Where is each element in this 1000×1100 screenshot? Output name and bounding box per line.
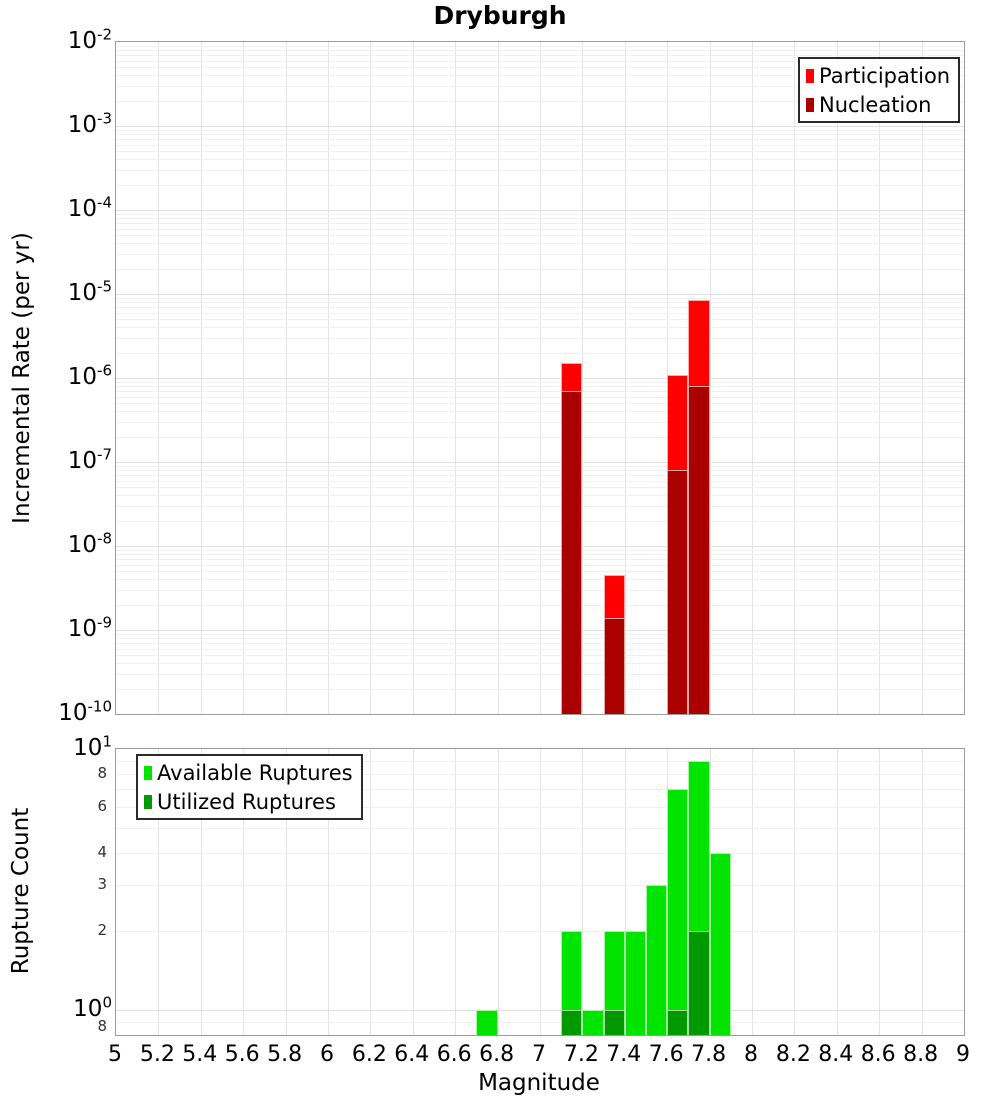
gridline-vertical [540,749,541,1035]
magnitude-tick-label: 8 [744,1042,758,1067]
tick-exponent: 0 [102,993,112,1012]
rate-legend [798,57,960,123]
gridline-minor [116,46,964,47]
gridline-minor [116,170,964,171]
available-ruptures-bar [667,789,688,1035]
rate-tick-label: $10^{-3}$ [67,109,112,138]
gridline-minor [116,185,964,186]
magnitude-tick-label: 8.8 [903,1042,939,1067]
gridline-vertical [752,749,753,1035]
nucleation-bar [667,470,688,714]
tick-exponent: -9 [97,613,112,632]
available-ruptures-swatch-icon [144,766,152,780]
legend-item-utilized-ruptures [144,787,353,816]
magnitude-tick-label: 5.8 [267,1042,303,1067]
legend-item-participation [806,61,950,90]
gridline-decade [116,1010,964,1011]
gridline-minor [116,521,964,522]
gridline-minor [116,689,964,690]
gridline-minor [116,411,964,412]
count-legend [136,754,363,820]
gridline-decade [116,294,964,295]
gridline-minor [116,159,964,160]
gridline-minor [116,298,964,299]
gridline-minor [116,590,964,591]
legend-label-available-ruptures: Available Ruptures [157,760,353,785]
gridline-minor [116,134,964,135]
nucleation-bar [604,618,625,714]
gridline-minor [116,885,964,886]
tick-exponent: -10 [87,697,112,716]
gridline-decade [116,210,964,211]
participation-swatch-icon [806,69,814,83]
magnitude-tick-label: 5 [108,1042,122,1067]
gridline-minor [116,931,964,932]
gridline-minor [116,403,964,404]
available-ruptures-bar [710,853,731,1035]
gridline-minor [116,649,964,650]
gridline-minor [116,487,964,488]
magnitude-axis-title: Magnitude [478,1070,600,1096]
nucleation-swatch-icon [806,98,814,112]
count-minor-tick-label: 8 [97,764,107,783]
gridline-decade [116,546,964,547]
legend-label-participation: Participation [819,63,951,88]
gridline-minor [116,470,964,471]
gridline-vertical [582,749,583,1035]
gridline-minor [116,243,964,244]
utilized-ruptures-bar [688,931,709,1035]
count-minor-tick-label: 3 [97,875,107,894]
gridline-minor [116,554,964,555]
gridline-minor [116,214,964,215]
legend-label-nucleation: Nucleation [819,92,932,117]
magnitude-tick-label: 6.6 [436,1042,472,1067]
gridline-minor [116,397,964,398]
gridline-minor [116,565,964,566]
magnitude-tick-label: 6 [320,1042,334,1067]
rate-tick-label: $10^{-6}$ [67,361,112,390]
magnitude-tick-label: 7.6 [648,1042,684,1067]
tick-exponent: -6 [97,361,112,380]
utilized-ruptures-bar [667,1010,688,1035]
count-axis-title: Rupture Count [8,807,34,975]
gridline-minor [116,229,964,230]
gridline-minor [116,327,964,328]
rate-tick-label: $10^0$ [73,993,112,1022]
magnitude-tick-label: 7 [532,1042,546,1067]
gridline-minor [116,663,964,664]
gridline-minor [116,50,964,51]
gridline-minor [116,579,964,580]
tick-exponent: 1 [102,732,112,751]
gridline-decade [116,630,964,631]
gridline-decade [116,126,964,127]
rate-tick-label: $10^{-5}$ [67,277,112,306]
rate-tick-label: $10^{-9}$ [67,613,112,642]
utilized-ruptures-bar [561,1010,582,1035]
gridline-minor [116,643,964,644]
count-minor-tick-label: 4 [97,842,107,861]
gridline-minor [116,466,964,467]
magnitude-tick-label: 7.8 [691,1042,727,1067]
legend-item-available-ruptures [144,758,353,787]
utilized-ruptures-swatch-icon [144,795,152,809]
gridline-minor [116,638,964,639]
magnitude-tick-label: 6.8 [479,1042,515,1067]
tick-exponent: -7 [97,445,112,464]
count-minor-tick-label: 8 [97,1017,107,1035]
gridline-minor [116,139,964,140]
rate-chart-plot-area [115,41,965,715]
gridline-minor [116,382,964,383]
count-minor-tick-label: 2 [97,921,107,940]
gridline-vertical [837,749,838,1035]
gridline-minor [116,655,964,656]
gridline-minor [116,145,964,146]
rate-tick-label: $10^{-4}$ [67,193,112,222]
gridline-minor [116,550,964,551]
magnitude-tick-label: 7.2 [563,1042,599,1067]
rate-tick-label: $10^{-10}$ [58,697,112,726]
gridline-vertical [879,749,880,1035]
magnitude-tick-label: 5.2 [139,1042,175,1067]
rate-axis-title: Incremental Rate (per yr) [9,232,35,524]
magnitude-tick-label: 6.4 [394,1042,430,1067]
gridline-minor [116,828,964,829]
magnitude-tick-label: 6.2 [351,1042,387,1067]
gridline-minor [116,307,964,308]
gridline-minor [116,391,964,392]
gridline-minor [116,386,964,387]
available-ruptures-bar [476,1010,497,1035]
nucleation-bar [688,386,709,714]
rate-tick-label: $10^{-8}$ [67,529,112,558]
gridline-vertical [922,749,923,1035]
rate-tick-label: $10^{-7}$ [67,445,112,474]
utilized-ruptures-bar [604,1010,625,1035]
tick-exponent: -8 [97,529,112,548]
tick-exponent: -5 [97,277,112,296]
gridline-minor [116,338,964,339]
legend-item-nucleation [806,90,950,119]
gridline-minor [116,313,964,314]
gridline-minor [116,674,964,675]
chart-title: Dryburgh [433,1,567,30]
tick-exponent: -4 [97,193,112,212]
gridline-minor [116,422,964,423]
gridline-minor [116,571,964,572]
magnitude-tick-label: 5.4 [182,1042,218,1067]
rate-tick-label: $10^1$ [73,732,112,761]
count-minor-tick-label: 6 [97,796,107,815]
magnitude-tick-label: 8.2 [775,1042,811,1067]
gridline-minor [116,235,964,236]
gridline-minor [116,130,964,131]
gridline-minor [116,605,964,606]
gridline-minor [116,55,964,56]
rate-tick-label: $10^{-2}$ [67,25,112,54]
gridline-vertical [794,749,795,1035]
gridline-minor [116,223,964,224]
gridline-minor [116,269,964,270]
nucleation-bar [561,391,582,714]
gridline-vertical [455,749,456,1035]
magnitude-tick-label: 9 [956,1042,970,1067]
magnitude-tick-label: 7.4 [606,1042,642,1067]
available-ruptures-bar [625,931,646,1035]
tick-exponent: -3 [97,109,112,128]
gridline-minor [116,151,964,152]
gridline-vertical [370,749,371,1035]
gridline-minor [116,853,964,854]
gridline-vertical [413,749,414,1035]
gridline-decade [116,378,964,379]
gridline-minor [116,475,964,476]
gridline-minor [116,302,964,303]
tick-exponent: -2 [97,25,112,44]
gridline-vertical [498,749,499,1035]
legend-label-utilized-ruptures: Utilized Ruptures [157,789,336,814]
gridline-minor [116,437,964,438]
gridline-minor [116,559,964,560]
magnitude-tick-label: 8.6 [860,1042,896,1067]
gridline-minor [116,218,964,219]
magnitude-tick-label: 8.4 [818,1042,854,1067]
available-ruptures-bar [582,1010,603,1035]
gridline-minor [116,506,964,507]
gridline-minor [116,254,964,255]
gridline-minor [116,481,964,482]
gridline-minor [116,353,964,354]
gridline-minor [116,1022,964,1023]
gridline-minor [116,634,964,635]
gridline-minor [116,495,964,496]
magnitude-tick-label: 5.6 [224,1042,260,1067]
gridline-minor [116,319,964,320]
gridline-decade [116,462,964,463]
available-ruptures-bar [646,885,667,1035]
